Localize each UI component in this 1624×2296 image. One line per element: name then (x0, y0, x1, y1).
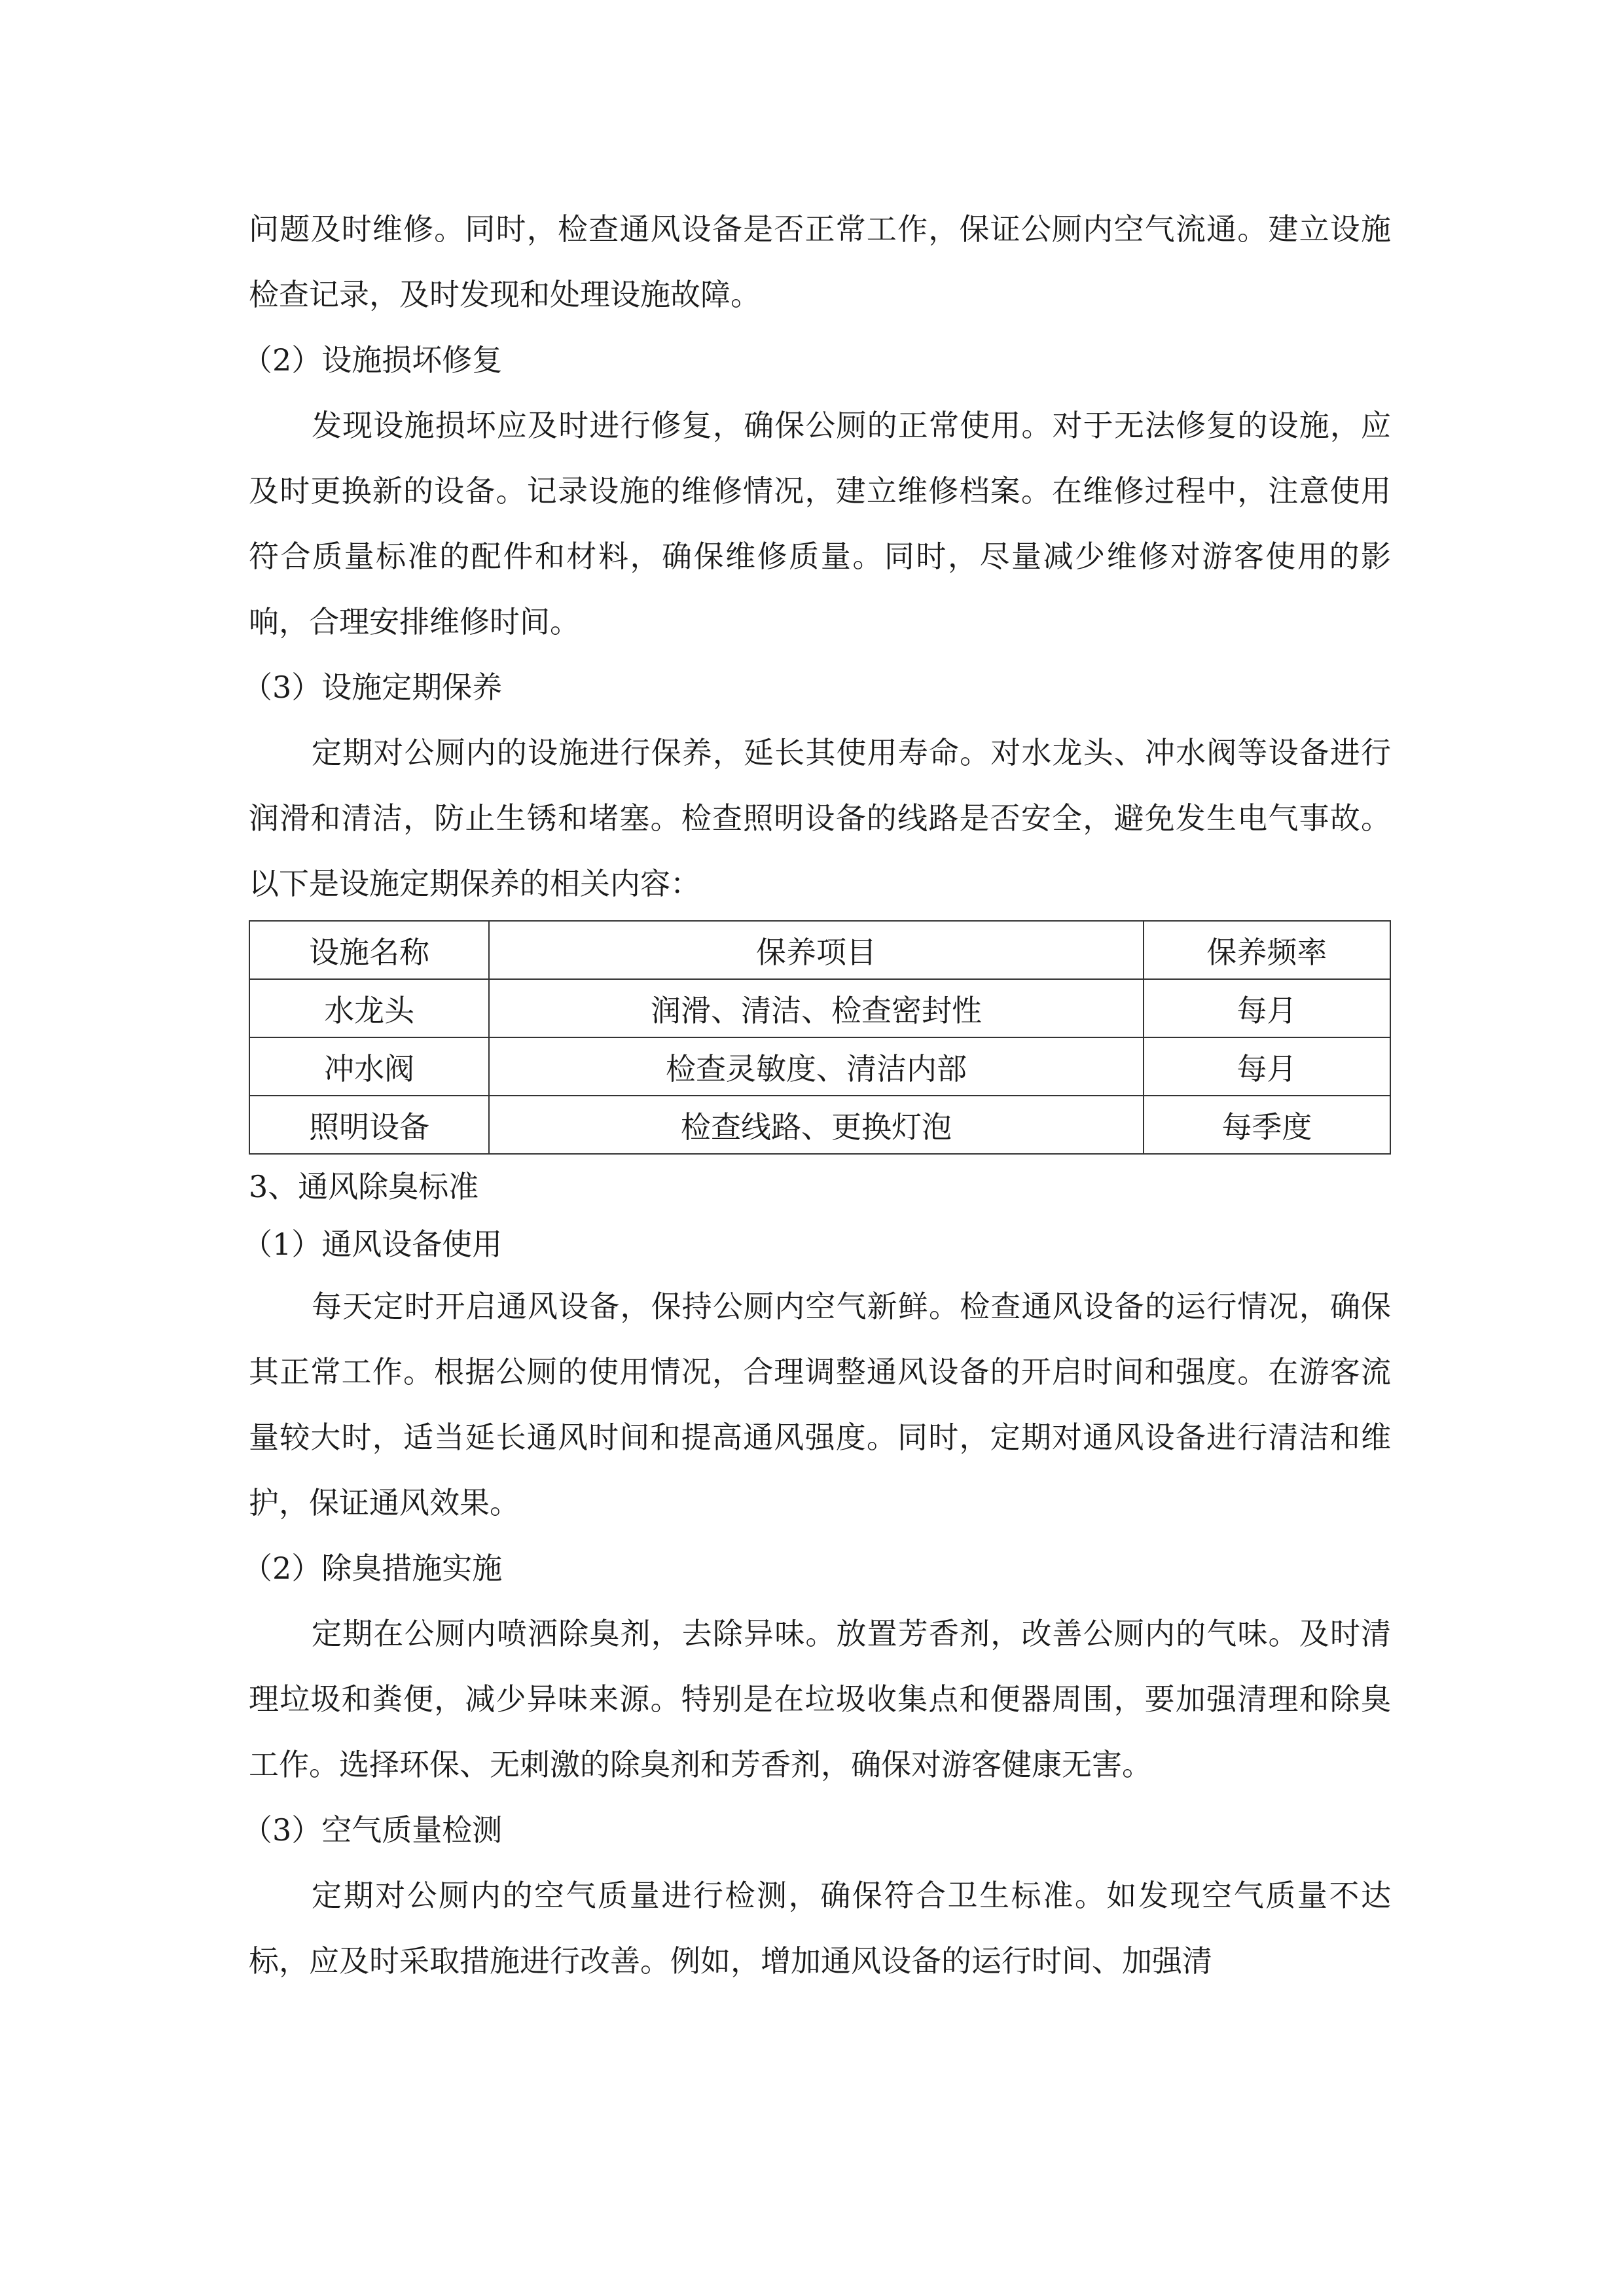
table-header-row (249, 921, 1390, 979)
table-header-cell: 设施名称 (249, 921, 489, 979)
table-row (249, 979, 1390, 1037)
table-row (249, 1096, 1390, 1154)
paragraph-facility-repair: 发现设施损坏应及时进行修复，确保公厕的正常使用。对于无法修复的设施，应及时更换新的设备。记录设施的维修情况，建立维修档案。在维修过程中，注意使用符合质量标准的配件和材料，确保维修质量。同时，尽量减少维修对游客使用的影响，合理安排维修时间。 (249, 408, 1391, 639)
paragraph-facility-maintenance: 定期对公厕内的设施进行保养，延长其使用寿命。对水龙头、冲水阀等设备进行润滑和清洁，防止生锈和堵塞。检查照明设备的线路是否安全，避免发生电气事故。以下是设施定期保养的相关内容： (249, 735, 1391, 901)
table-cell: 每月 (1144, 979, 1390, 1037)
table-cell: 水龙头 (249, 979, 489, 1037)
table-cell: 每月 (1144, 1037, 1390, 1096)
table-cell: 照明设备 (249, 1096, 489, 1154)
paragraph-ventilation-usage: 每天定时开启通风设备，保持公厕内空气新鲜。检查通风设备的运行情况，确保其正常工作。根据公厕的使用情况，合理调整通风设备的开启时间和强度。在游客流量较大时，适当延长通风时间和提高通风强度。同时，定期对通风设备进行清洁和维护，保证通风效果。 (249, 1289, 1391, 1520)
heading-facility-repair: （2）设施损坏修复 (242, 342, 503, 378)
table-header-cell: 保养项目 (489, 921, 1143, 979)
document-page (242, 196, 1391, 1994)
heading-deodorizing: （2）除臭措施实施 (242, 1551, 503, 1586)
table-cell: 冲水阀 (249, 1037, 489, 1096)
paragraph-intro: 问题及时维修。同时，检查通风设备是否正常工作，保证公厕内空气流通。建立设施检查记录，及时发现和处理设施故障。 (249, 211, 1391, 312)
heading-air-quality: （3）空气质量检测 (242, 1812, 503, 1848)
heading-ventilation-standard: 3、通风除臭标准 (249, 1169, 479, 1204)
table-header-cell: 保养频率 (1144, 921, 1390, 979)
paragraph-air-quality: 定期对公厕内的空气质量进行检测，确保符合卫生标准。如发现空气质量不达标，应及时采取措施进行改善。例如，增加通风设备的运行时间、加强清 (249, 1878, 1391, 1979)
heading-facility-maintenance: （3）设施定期保养 (242, 670, 503, 705)
table-cell: 每季度 (1144, 1096, 1390, 1154)
table-cell: 检查灵敏度、清洁内部 (489, 1037, 1143, 1096)
table-cell: 润滑、清洁、检查密封性 (489, 979, 1143, 1037)
table-cell: 检查线路、更换灯泡 (489, 1096, 1143, 1154)
paragraph-deodorizing: 定期在公厕内喷洒除臭剂，去除异味。放置芳香剂，改善公厕内的气味。及时清理垃圾和粪便，减少异味来源。特别是在垃圾收集点和便器周围，要加强清理和除臭工作。选择环保、无刺激的除臭剂和芳香剂，确保对游客健康无害。 (249, 1616, 1391, 1782)
table-row (249, 1037, 1390, 1096)
heading-ventilation-usage: （1）通风设备使用 (242, 1227, 503, 1262)
maintenance-table (249, 920, 1391, 1155)
